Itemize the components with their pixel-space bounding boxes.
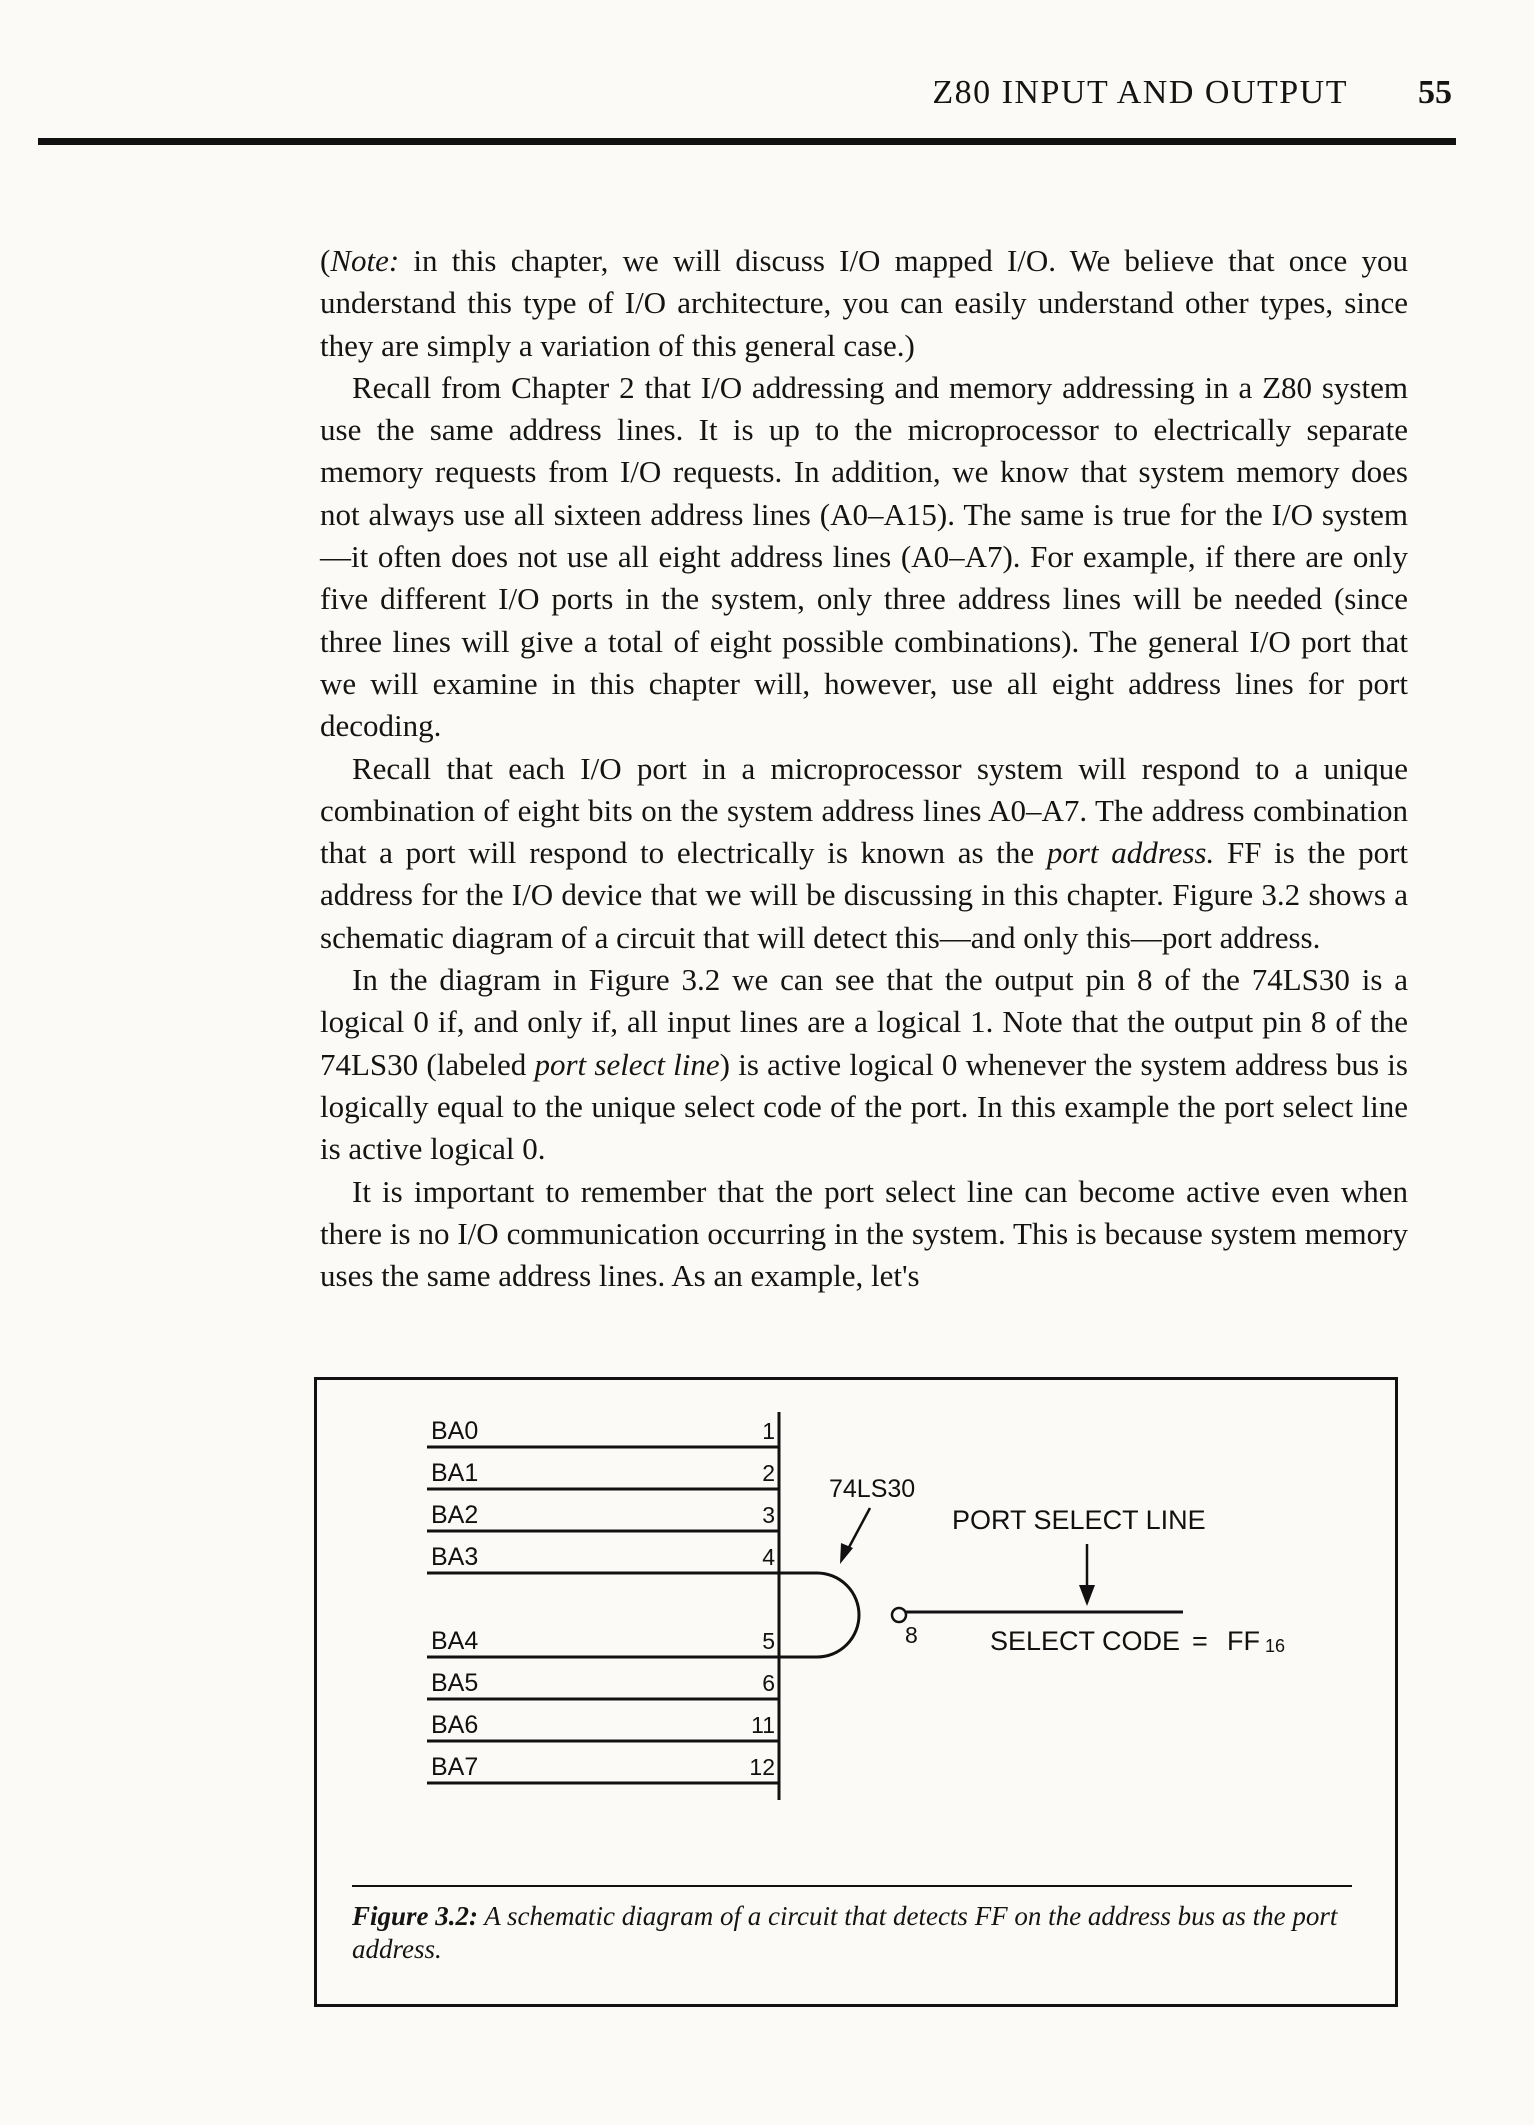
paragraph-2: Recall from Chapter 2 that I/O addressing and memory addressing in a Z80 system use the same address lines. It is up to the microprocessor to electrically separate memory requests from I/O requests. In addition, we know that system memory does not always use all sixteen address lines (A0–A15). The same is true for the I/O system—it often does not use all eight address lines (A0–A7). For example, if there are only five different I/O ports in the system, only three address lines will be needed (since three lines will give a total of eight possible combinations). The general I/O port that we will examine in this chapter will, however, use all eight address lines for port decoding. [320, 369, 1408, 744]
port-address-term: port address. [1046, 835, 1215, 871]
caption-text: A schematic diagram of a circuit that detects FF on the address bus as the port address. [352, 1901, 1338, 1964]
running-head [0, 74, 1452, 112]
port-select-label: PORT SELECT LINE [952, 1505, 1206, 1535]
input-label-ba7: BA7 [431, 1753, 479, 1781]
input-label-ba4: BA4 [431, 1627, 479, 1655]
port-select-line-term: port select line [534, 1046, 720, 1082]
p4-text-b: ) is active logical 0 whenever the system address bus is logically equal to the unique select code of the port. In this example the port select line is active logical 0. [320, 1046, 1408, 1167]
select-code-base: 16 [1265, 1636, 1286, 1656]
input-label-ba1: BA1 [431, 1459, 479, 1487]
paragraph-5: It is important to remember that the port select line can become active even when there is no I/O communication occurring in the system. This is because system memory uses the same address lines. As an example, let's [320, 1173, 1408, 1294]
p3-text-a: Recall that each I/O port in a microprocessor system will respond to a unique combination of eight bits on the system address lines A0–A7. The address combination that a port will respond to electrically is known as the [320, 750, 1408, 871]
header-rule [38, 138, 1456, 145]
chip-arrow-head [840, 1543, 853, 1564]
input-lines [427, 1417, 779, 1783]
schematic-diagram [317, 1380, 1395, 1880]
input-label-ba0: BA0 [431, 1417, 479, 1445]
input-label-ba2: BA2 [431, 1501, 479, 1529]
select-code-label: SELECT CODE [990, 1626, 1181, 1656]
note-label: Note: [330, 243, 400, 278]
paragraph-note: (Note: in this chapter, we will discuss I/O mapped I/O. We believe that once you understand this type of I/O architecture, you can easily understand other types, since they are simply a variation of this general case.) [320, 243, 1408, 363]
figure-3-2 [314, 1377, 1398, 2007]
chip-label: 74LS30 [829, 1475, 916, 1503]
pin-number-2: 2 [762, 1460, 775, 1486]
chip-arrow-line [847, 1508, 870, 1551]
paragraph-3 [320, 748, 1408, 959]
body-text [320, 240, 1408, 1297]
note-text: in this chapter, we will discuss I/O mapped I/O. We believe that once you understand this type of I/O architecture, you can easily understand other types, since they are simply a variation of this general case.) [320, 243, 1408, 363]
inversion-bubble [892, 1608, 906, 1622]
p3-text-b: FF is the port address for the I/O device that we will be discussing in this chapter. Figure 3.2 shows a schematic diagram of a circuit that will detect this—and only this—port address. [320, 835, 1409, 955]
pin-number-1: 1 [762, 1418, 775, 1444]
caption-label: Figure 3.2: [352, 1901, 479, 1931]
pin-number-12: 12 [749, 1754, 775, 1780]
pin-number-6: 6 [762, 1670, 775, 1696]
nand-gate [779, 1573, 859, 1657]
output-pin-number: 8 [905, 1622, 918, 1648]
input-label-ba5: BA5 [431, 1669, 479, 1697]
pin-number-4: 4 [762, 1544, 775, 1570]
port-select-arrow-head [1079, 1585, 1095, 1606]
page-number: 55 [1418, 74, 1452, 111]
input-label-ba6: BA6 [431, 1711, 479, 1739]
chapter-title: Z80 INPUT AND OUTPUT [932, 74, 1348, 111]
pin-number-3: 3 [762, 1502, 775, 1528]
pin-number-5: 5 [762, 1628, 775, 1654]
input-label-ba3: BA3 [431, 1543, 479, 1571]
select-code-equals: = [1192, 1626, 1208, 1656]
caption-rule [352, 1885, 1352, 1887]
paragraph-4 [320, 959, 1408, 1170]
pin-number-11: 11 [751, 1712, 775, 1738]
figure-caption [352, 1900, 1362, 1966]
select-code-value: FF [1227, 1626, 1260, 1656]
p4-text-a: In the diagram in Figure 3.2 we can see that the output pin 8 of the 74LS30 is a logical 0 if, and only if, all input lines are a logical 1. Note that the output pin 8 of the 74LS30 (labeled [320, 962, 1408, 1082]
